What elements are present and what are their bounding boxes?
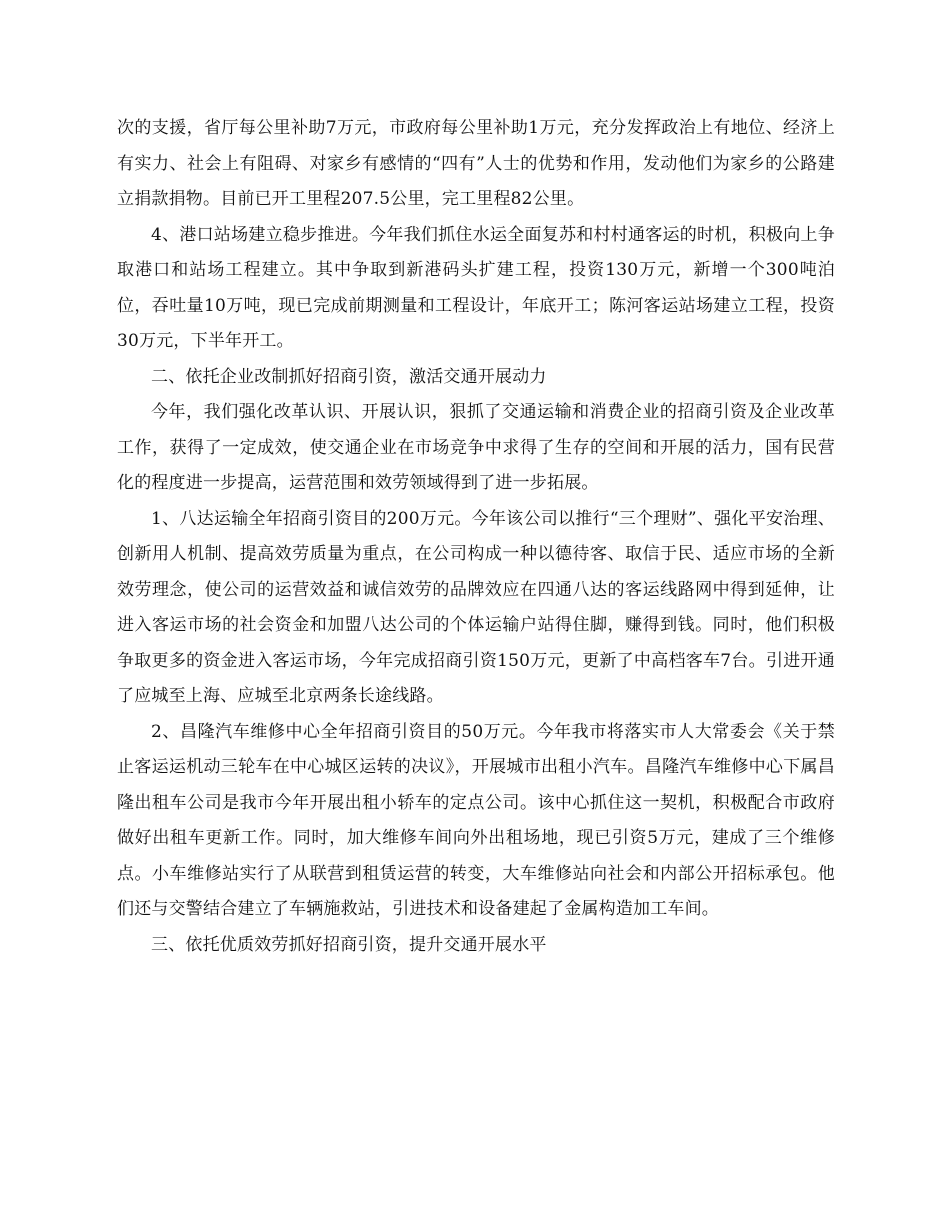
paragraph-changlong-repair: 2、昌隆汽车维修中心全年招商引资目的50万元。今年我市将落实市人大常委会《关于禁止客运运机动三轮车在中心城区运转的决议》，开展城市出租小汽车。昌隆汽车维修中心下属昌隆出租车公司是我市今年开展出租小轿车的定点公司。该中心抓住这一契机，积极配合市政府做好出租车更新工作。同时，加大维修车间向外出租场地，现已引资5万元，建成了三个维修点。小车维修站实行了从联营到租赁运营的转变，大车维修站向社会和内部公开招标承包。他们还与交警结合建立了车辆施救站，引进技术和设备建起了金属构造加工车间。 [117,721,835,919]
document-body [117,111,835,963]
paragraph-reform-overview: 今年，我们强化改革认识、开展认识，狠抓了交通运输和消费企业的招商引资及企业改革工作，获得了一定成效，使交通企业在市场竞争中求得了生存的空间和开展的活力，国有民营化的程度进一步提高，运营范围和效劳领域得到了进一步拓展。 [117,402,835,493]
section-heading-quality-service: 三、依托优质效劳抓好招商引资，提升交通开展水平 [151,934,547,955]
paragraph-port-station: 4、港口站场建立稳步推进。今年我们抓住水运全面复苏和村村通客运的时机，积极向上争取港口和站场工程建立。其中争取到新港码头扩建工程，投资130万元，新增一个300吨泊位，吞吐量10万吨，现已完成前期测量和工程设计，年底开工；陈河客运站场建立工程，投资30万元，下半年开工。 [117,224,835,351]
section-heading-enterprise-reform: 二、依托企业改制抓好招商引资，激活交通开展动力 [151,366,547,387]
paragraph-bada-transport: 1、八达运输全年招商引资目的200万元。今年该公司以推行“三个理财”、强化平安治理、创新用人机制、提高效劳质量为重点，在公司构成一种以德待客、取信于民、适应市场的全新效劳理念，使公司的运营效益和诚信效劳的品牌效应在四通八达的客运线路网中得到延伸，让进入客运市场的社会资金和加盟八达公司的个体运输户站得住脚，赚得到钱。同时，他们积极争取更多的资金进入客运市场，今年完成招商引资150万元，更新了中高档客车7台。引进开通了应城至上海、应城至北京两条长途线路。 [117,508,835,706]
paragraph-road-funding: 次的支援，省厅每公里补助7万元，市政府每公里补助1万元，充分发挥政治上有地位、经济上有实力、社会上有阻碍、对家乡有感情的“四有”人士的优势和作用，发动他们为家乡的公路建立捐款捐物。目前已开工里程207.5公里，完工里程82公里。 [117,118,835,209]
